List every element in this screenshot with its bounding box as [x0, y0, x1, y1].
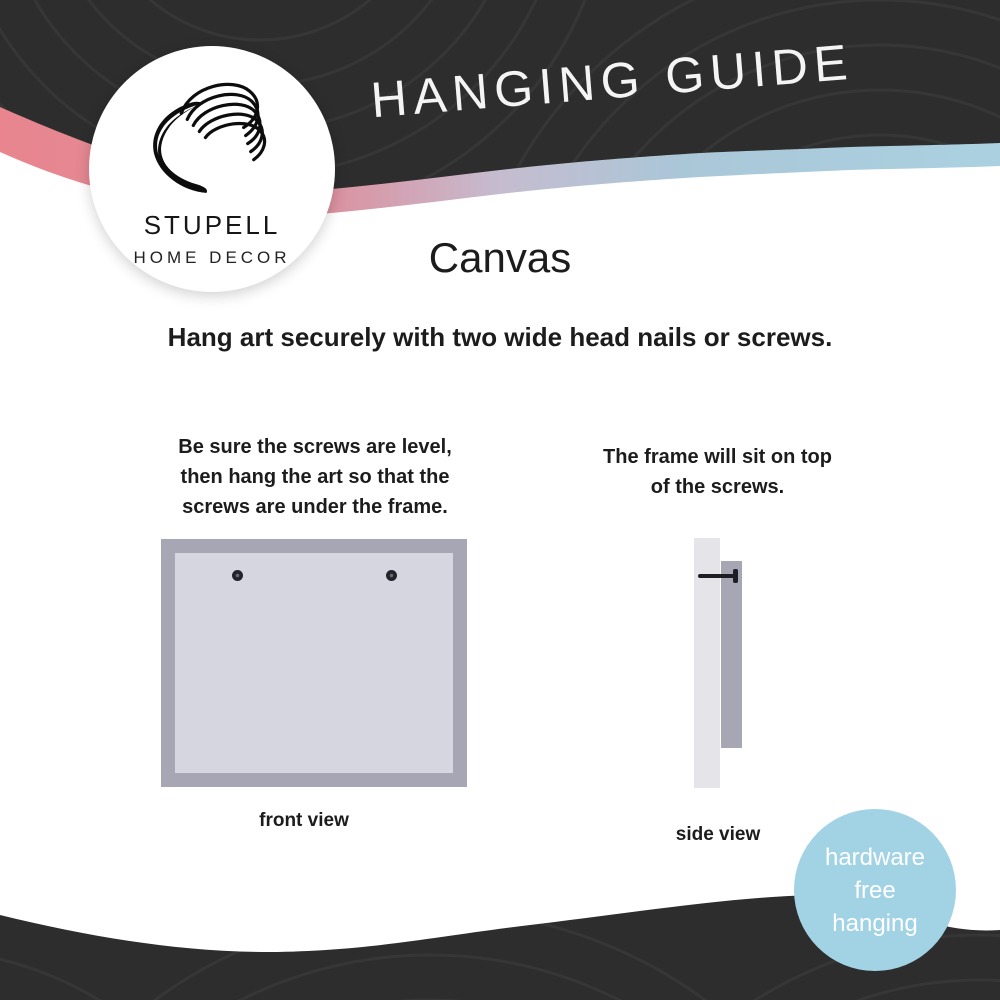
side-view-frame — [721, 561, 742, 748]
brand-name: STUPELL — [143, 210, 281, 240]
side-view-caption: side view — [675, 824, 761, 845]
front-view-diagram — [161, 539, 467, 787]
nail-icon — [698, 574, 737, 578]
stupell-s-swirl-icon — [147, 68, 293, 194]
section-title: Canvas — [428, 234, 572, 281]
screw-icon — [232, 570, 243, 581]
side-instruction-line: of the screws. — [650, 476, 785, 498]
brand-logo — [89, 46, 335, 292]
front-instruction-line: then hang the art so that the — [180, 466, 450, 488]
badge-line: hanging — [832, 909, 918, 937]
front-instruction-line: screws are under the frame. — [182, 496, 448, 518]
hardware-free-badge — [794, 809, 956, 971]
canvas-face — [175, 553, 453, 773]
front-instruction — [150, 432, 480, 522]
brand-tagline: HOME DECOR — [133, 248, 291, 267]
front-instruction-line: Be sure the screws are level, — [178, 436, 452, 458]
nail-head — [733, 569, 738, 583]
badge-line: free — [854, 876, 896, 904]
page-title: HANGING GUIDE — [368, 33, 856, 129]
side-instruction — [565, 442, 870, 502]
subtitle: Hang art securely with two wide head nails or screws. — [167, 322, 833, 352]
screw-icon — [386, 570, 397, 581]
front-view-caption: front view — [259, 810, 349, 831]
side-instruction-line: The frame will sit on top — [603, 446, 832, 468]
badge-line: hardware — [824, 843, 926, 871]
